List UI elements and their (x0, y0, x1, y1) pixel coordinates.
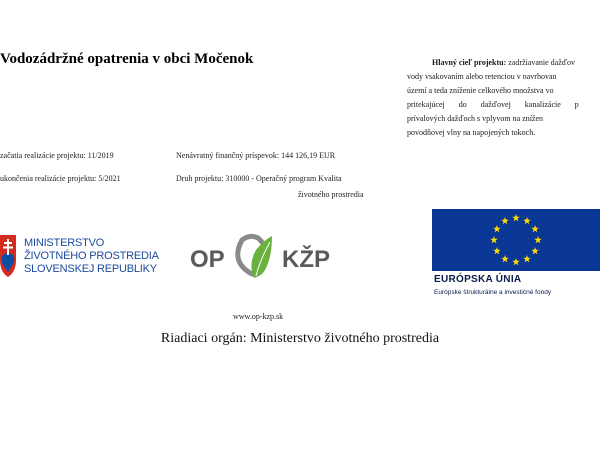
eu-stars-icon (432, 209, 600, 271)
eu-star (501, 255, 509, 262)
eu-star (493, 225, 501, 232)
goal-line-2: vody vsakovaním alebo retenciou v navrhovan (407, 72, 557, 81)
eu-star (534, 236, 542, 243)
goal-label: Hlavný cieľ projektu: (432, 58, 507, 67)
project-type-cont: životného prostredia (298, 190, 364, 199)
eu-star (531, 247, 539, 254)
eu-star (531, 225, 539, 232)
eu-star (493, 247, 501, 254)
goal-line-4: pritekajúcej do dažďovej kanalizácie p (407, 100, 579, 109)
project-type: Druh projektu: 310000 - Operačný program Kvalita (176, 174, 342, 183)
eu-flag (432, 209, 600, 271)
eu-star (512, 214, 520, 221)
goal-line-5: prívalových dažďoch s vplyvom na znížen (407, 114, 544, 123)
eu-logo (432, 209, 600, 299)
op-logo-right: KŽP (282, 246, 330, 273)
managing-authority: Riadiaci orgán: Ministerstvo životného prostredia (160, 331, 440, 346)
eu-star (523, 255, 531, 262)
eu-star (512, 258, 520, 265)
project-title: Vodozádržné opatrenia v obci Močenok (0, 51, 254, 67)
ministry-logo (0, 232, 180, 287)
slovak-coat-of-arms-icon (0, 235, 16, 277)
goal-line-1: Hlavný cieľ projektu: zadržiavanie dažďov (432, 58, 575, 67)
goal-line-6: povodňovej vlny na napojených tokoch. (407, 128, 536, 137)
ministry-line1: MINISTERSTVO (24, 237, 105, 249)
leaf-icon (238, 236, 272, 278)
grant-amount: Nenávratný finančný príspevok: 144 126,19 EUR (176, 151, 336, 160)
project-goal (400, 56, 600, 140)
op-logo-left: OP (190, 246, 225, 273)
goal-line-3: území a teda zníženie celkového množstva vo (407, 86, 554, 95)
start-date: začatia realizácie projektu: 11/2019 (0, 151, 114, 160)
ministry-line3: SLOVENSKEJ REPUBLIKY (24, 263, 157, 275)
eu-subtitle: Európske štrukturálne a investičné fondy (434, 289, 552, 296)
eu-star (490, 236, 498, 243)
eu-title: EURÓPSKA ÚNIA (434, 274, 522, 285)
eu-star (501, 217, 509, 224)
eu-star (523, 217, 531, 224)
ministry-line2: ŽIVOTNÉHO PROSTREDIA (24, 250, 159, 262)
end-date: ukončenia realizácie projektu: 5/2021 (0, 174, 121, 183)
website-link[interactable]: www.op-kzp.sk (233, 312, 284, 321)
